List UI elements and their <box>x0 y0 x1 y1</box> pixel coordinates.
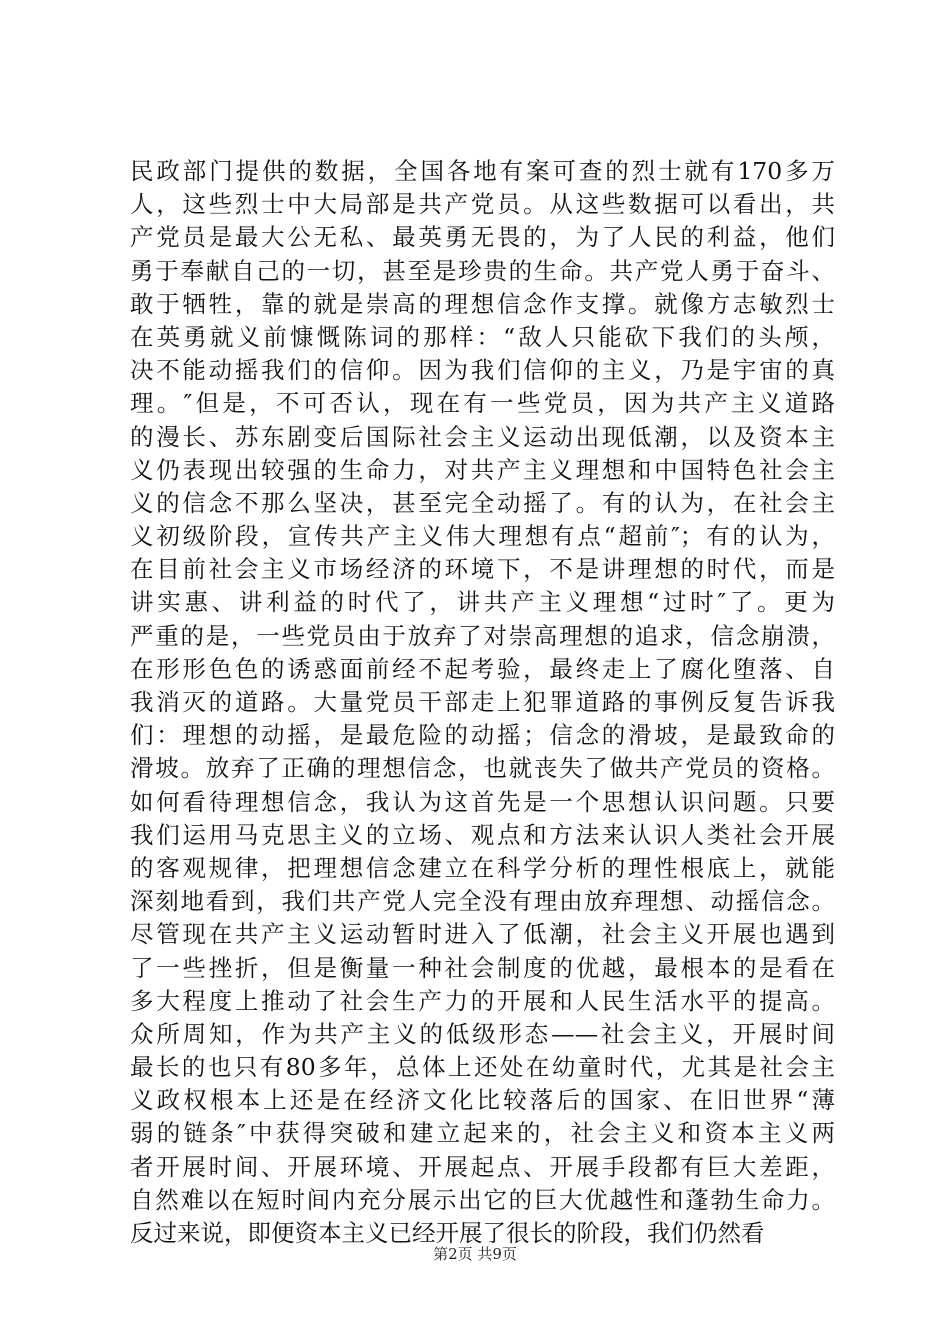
text-line: 义的信念不那么坚决，甚至完全动摇了。有的认为，在社会主 <box>130 488 835 517</box>
text-line: 在目前社会主义市场经济的环境下，不是讲理想的时代，而是 <box>130 555 835 584</box>
text-line: 的客观规律，把理想信念建立在科学分析的理性根底上，就能 <box>130 853 835 882</box>
text-line: 在形形色色的诱惑面前经不起考验，最终走上了腐化堕落、自 <box>130 654 835 683</box>
text-line: 在英勇就义前慷慨陈词的那样：“敌人只能砍下我们的头颅， <box>130 322 835 351</box>
text-line: 义政权根本上还是在经济文化比较落后的国家、在旧世界“薄 <box>130 1086 835 1115</box>
text-line: 我消灭的道路。大量党员干部走上犯罪道路的事例反复告诉我 <box>130 688 835 716</box>
text-line: 敢于牺牲，靠的就是崇高的理想信念作支撑。就像方志敏烈士 <box>130 289 835 318</box>
text-line: 滑坡。放弃了正确的理想信念，也就丧失了做共产党员的资格。 <box>130 754 835 783</box>
text-line: 义仍表现出较强的生命力，对共产主义理想和中国特色社会主 <box>130 455 835 484</box>
body-paragraph <box>130 155 835 1250</box>
page-footer <box>0 1243 950 1264</box>
text-line: 理。″但是，不可否认，现在有一些党员，因为共产主义道路 <box>130 389 835 418</box>
text-line: 者开展时间、开展环境、开展起点、开展手段都有巨大差距， <box>130 1152 835 1181</box>
text-line: 民政部门提供的数据，全国各地有案可查的烈士就有170多万 <box>130 157 835 185</box>
text-line: 自然难以在短时间内充分展示出它的巨大优越性和蓬勃生命力。 <box>130 1185 835 1214</box>
text-line: 如何看待理想信念，我认为这首先是一个思想认识问题。只要 <box>130 787 835 816</box>
text-line: 义初级阶段，宣传共产主义伟大理想有点“超前″；有的认为， <box>130 522 835 551</box>
text-line: 们：理想的动摇，是最危险的动摇；信念的滑坡，是最致命的 <box>130 721 835 750</box>
text-line: 多大程度上推动了社会生产力的开展和人民生活水平的提高。 <box>130 986 835 1015</box>
text-line: 严重的是，一些党员由于放弃了对崇高理想的追求，信念崩溃， <box>130 621 835 650</box>
text-line: 弱的链条″中获得突破和建立起来的，社会主义和资本主义两 <box>130 1119 835 1148</box>
text-line: 反过来说，即便资本主义已经开展了很长的阶段，我们仍然看 <box>130 1219 765 1247</box>
text-line: 勇于奉献自己的一切，甚至是珍贵的生命。共产党人勇于奋斗、 <box>130 256 835 285</box>
text-line: 产党员是最大公无私、最英勇无畏的，为了人民的利益，他们 <box>130 223 835 252</box>
text-line: 众所周知，作为共产主义的低级形态——社会主义，开展时间 <box>130 1019 835 1048</box>
text-line: 了一些挫折，但是衡量一种社会制度的优越，最根本的是看在 <box>130 953 835 982</box>
text-line: 深刻地看到，我们共产党人完全没有理由放弃理想、动摇信念。 <box>130 887 835 916</box>
text-line: 决不能动摇我们的信仰。因为我们信仰的主义，乃是宇宙的真 <box>130 356 835 385</box>
text-line: 讲实惠、讲利益的时代了，讲共产主义理想“过时″了。更为 <box>130 588 835 617</box>
text-line: 人，这些烈士中大局部是共产党员。从这些数据可以看出，共 <box>130 190 835 219</box>
text-line: 最长的也只有80多年，总体上还处在幼童时代，尤其是社会主 <box>130 1053 835 1082</box>
page-number-label: 第2页 共9页 <box>433 1245 517 1263</box>
text-line: 尽管现在共产主义运动暂时进入了低潮，社会主义开展也遇到 <box>130 920 835 949</box>
text-line: 的漫长、苏东剧变后国际社会主义运动出现低潮，以及资本主 <box>130 422 835 451</box>
text-line: 我们运用马克思主义的立场、观点和方法来认识人类社会开展 <box>130 820 835 849</box>
